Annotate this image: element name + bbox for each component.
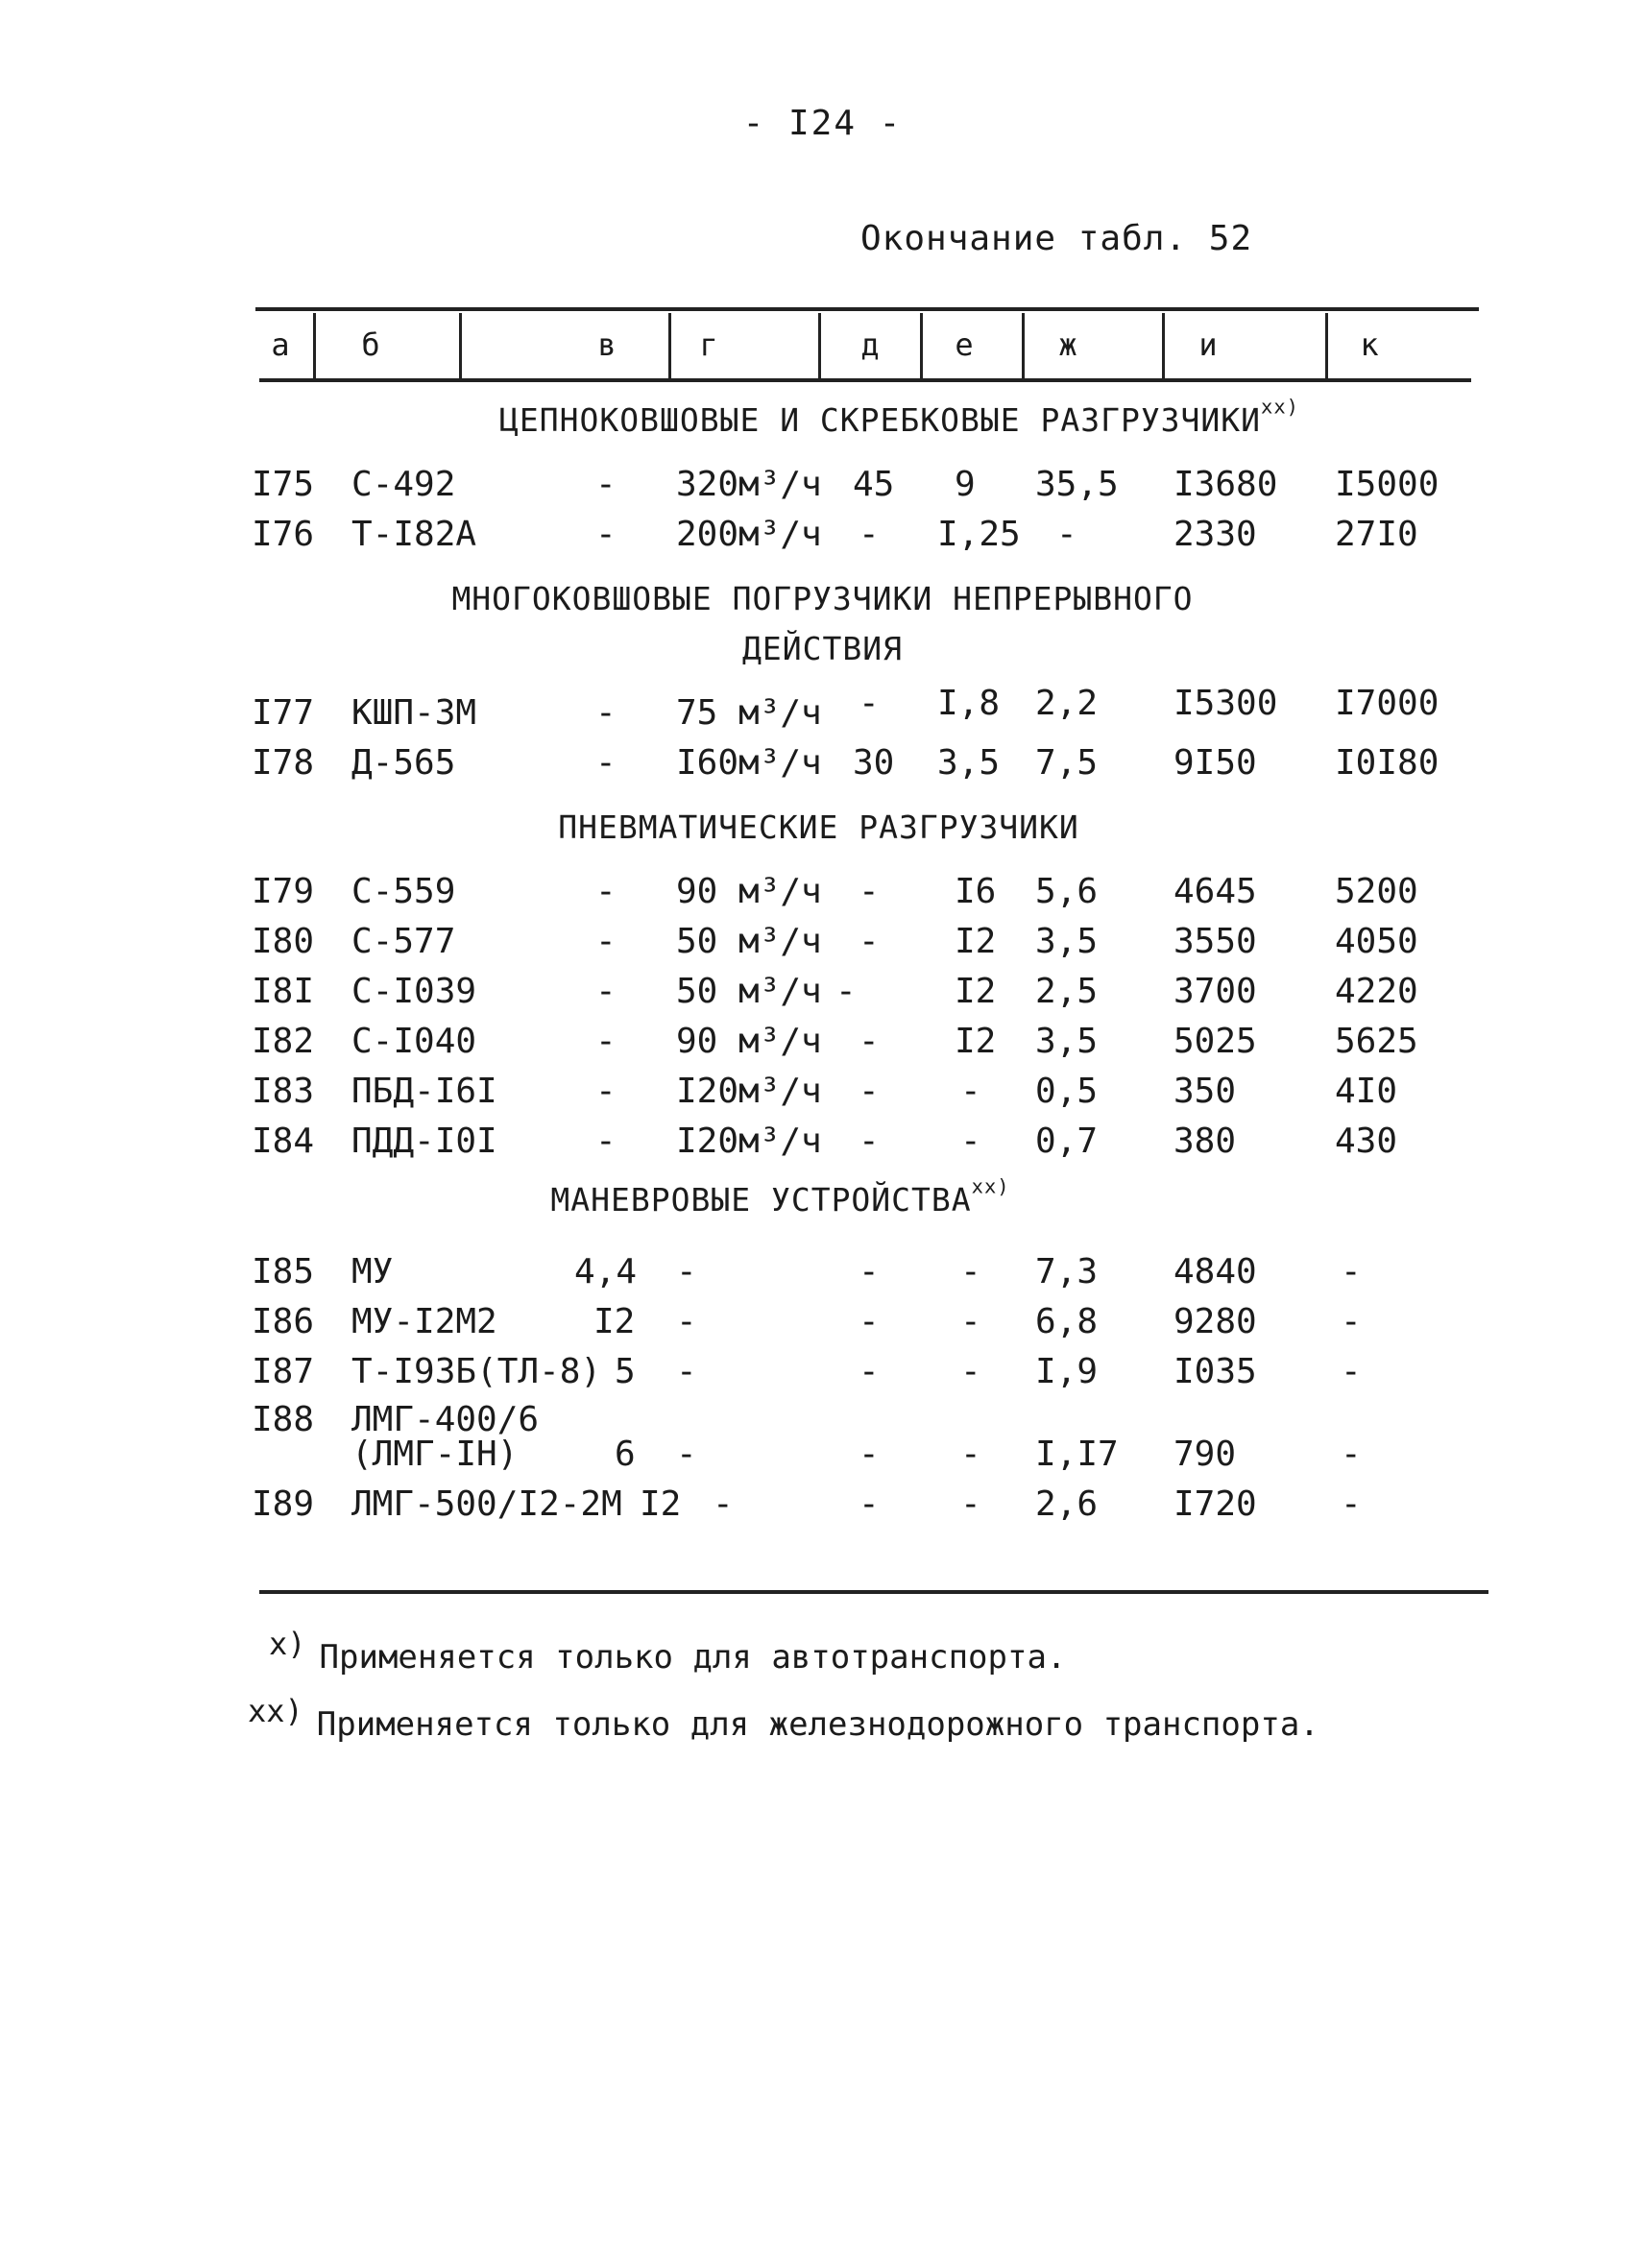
cell-i: 4840 — [1173, 1252, 1257, 1291]
cell-zh: I,9 — [1035, 1352, 1099, 1391]
cell-d: - — [859, 1072, 880, 1111]
footnote-mark: xx) — [1261, 395, 1299, 419]
machine-model: Т-I82А — [351, 515, 477, 554]
header-col-g: г — [699, 326, 718, 363]
machine-model: ЛМГ-500/I2-2М — [351, 1484, 622, 1524]
header-col-k: к — [1360, 326, 1379, 363]
cell-g: I60м³/ч — [676, 743, 822, 783]
row-number: I76 — [252, 515, 315, 554]
cell-d: - — [859, 1484, 880, 1524]
cell-zh: 7,5 — [1035, 743, 1099, 783]
cell-d: - — [859, 1435, 880, 1474]
footnote — [248, 1693, 1319, 1744]
machine-model: С-I040 — [351, 1022, 477, 1061]
row-number: I86 — [252, 1302, 315, 1341]
cell-k: - — [1341, 1484, 1362, 1524]
cell-v: - — [595, 465, 617, 504]
header-col-a: а — [271, 326, 290, 363]
header-col-e: е — [955, 326, 974, 363]
cell-i: 9I50 — [1173, 743, 1257, 783]
header-col-i: и — [1198, 326, 1218, 363]
section-title: ЦЕПНОКОВШОВЫЕ И СКРЕБКОВЫЕ РАЗГРУЗЧИКИ — [499, 401, 1262, 439]
table-bottom-rule — [259, 1590, 1488, 1594]
cell-zh: 2,2 — [1035, 684, 1099, 723]
cell-g: 50 м³/ч — [676, 922, 822, 961]
cell-d: - — [859, 684, 880, 723]
cell-d: - — [859, 1302, 880, 1341]
cell-g: - — [676, 1352, 697, 1391]
cell-v: - — [595, 972, 617, 1011]
row-number: I79 — [252, 872, 315, 911]
cell-g: - — [676, 1435, 697, 1474]
cell-k: - — [1341, 1302, 1362, 1341]
cell-i: 380 — [1173, 1122, 1237, 1161]
header-separator — [920, 313, 923, 378]
cell-k: - — [1341, 1352, 1362, 1391]
section-title: МНОГОКОВШОВЫЕ ПОГРУЗЧИКИ НЕПРЕРЫВНОГО — [451, 580, 1194, 617]
machine-model: С-492 — [351, 465, 456, 504]
row-number: I89 — [252, 1484, 315, 1524]
cell-k: - — [1341, 1435, 1362, 1474]
cell-v: I2 — [640, 1484, 682, 1524]
cell-d: - — [859, 1122, 880, 1161]
machine-model: С-559 — [351, 872, 456, 911]
header-separator — [1162, 313, 1165, 378]
cell-g: 90 м³/ч — [676, 1022, 822, 1061]
cell-k: 430 — [1335, 1122, 1398, 1161]
row-number: I80 — [252, 922, 315, 961]
cell-k: I5000 — [1335, 465, 1439, 504]
cell-zh: 2,5 — [1035, 972, 1099, 1011]
header-separator — [668, 313, 671, 378]
machine-model: МУ — [351, 1252, 394, 1291]
cell-g: 75 м³/ч — [676, 693, 822, 733]
cell-zh: 2,6 — [1035, 1484, 1099, 1524]
cell-e: - — [960, 1252, 981, 1291]
section-heading — [0, 580, 1645, 617]
header-col-zh: ж — [1058, 326, 1077, 363]
machine-model: ПБД-I6I — [351, 1072, 497, 1111]
cell-k: 4220 — [1335, 972, 1418, 1011]
footnote-marker: xx) — [248, 1693, 303, 1729]
row-number: I85 — [252, 1252, 315, 1291]
section-heading — [0, 1174, 1603, 1218]
cell-i: 3700 — [1173, 972, 1257, 1011]
cell-e: 9 — [955, 465, 976, 504]
cell-d: - — [835, 972, 857, 1011]
cell-i: I5300 — [1173, 684, 1278, 723]
cell-i: I720 — [1173, 1484, 1257, 1524]
cell-e: - — [960, 1122, 981, 1161]
page-number: - I24 - — [742, 104, 903, 143]
machine-model-alt: (ЛМГ-IН) — [351, 1435, 519, 1474]
cell-e: I2 — [955, 972, 997, 1011]
row-number: I84 — [252, 1122, 315, 1161]
cell-g: - — [676, 1302, 697, 1341]
cell-e: - — [960, 1352, 981, 1391]
cell-i: 2330 — [1173, 515, 1257, 554]
cell-v: - — [595, 1072, 617, 1111]
header-separator — [313, 313, 316, 378]
cell-i: I3680 — [1173, 465, 1278, 504]
cell-v: - — [595, 922, 617, 961]
cell-e: - — [960, 1484, 981, 1524]
cell-v: 5 — [615, 1352, 636, 1391]
cell-d: - — [859, 515, 880, 554]
cell-zh: 3,5 — [1035, 1022, 1099, 1061]
cell-v: - — [595, 693, 617, 733]
header-col-b: б — [361, 326, 380, 363]
cell-zh: 3,5 — [1035, 922, 1099, 961]
cell-k: 5200 — [1335, 872, 1418, 911]
header-separator — [818, 313, 821, 378]
cell-e: I2 — [955, 1022, 997, 1061]
row-number: I77 — [252, 693, 315, 733]
cell-g: I20м³/ч — [676, 1072, 822, 1111]
cell-e: - — [960, 1302, 981, 1341]
cell-d: - — [859, 922, 880, 961]
footnote-mark: xx) — [971, 1174, 1010, 1198]
machine-model: ЛМГ-400/6 — [351, 1400, 540, 1439]
machine-model: С-577 — [351, 922, 456, 961]
section-heading-continued — [0, 630, 1645, 667]
cell-zh: 5,6 — [1035, 872, 1099, 911]
cell-zh: - — [1056, 515, 1077, 554]
cell-v: 4,4 — [574, 1252, 638, 1291]
cell-k: 4050 — [1335, 922, 1418, 961]
cell-g: 320м³/ч — [676, 465, 822, 504]
cell-k: 4I0 — [1335, 1072, 1398, 1111]
cell-zh: 0,7 — [1035, 1122, 1099, 1161]
row-number: I87 — [252, 1352, 315, 1391]
machine-model: ПДД-I0I — [351, 1122, 497, 1161]
section-heading — [0, 808, 1641, 846]
cell-d: - — [859, 1252, 880, 1291]
cell-d: 45 — [853, 465, 895, 504]
section-title: МАНЕВРОВЫЕ УСТРОЙСТВА — [550, 1181, 972, 1218]
footnote-marker: x) — [269, 1626, 306, 1662]
cell-d: - — [859, 872, 880, 911]
machine-model: Т-I93Б(ТЛ-8) — [351, 1352, 602, 1391]
cell-g: I20м³/ч — [676, 1122, 822, 1161]
row-number: I8I — [252, 972, 315, 1011]
row-number: I78 — [252, 743, 315, 783]
footnote-text: Применяется только для железнодорожного транспорта. — [316, 1705, 1319, 1744]
cell-zh: I,I7 — [1035, 1435, 1119, 1474]
cell-e: I,25 — [937, 515, 1021, 554]
cell-zh: 0,5 — [1035, 1072, 1099, 1111]
machine-model: КШП-3М — [351, 693, 477, 733]
cell-i: 3550 — [1173, 922, 1257, 961]
cell-zh: 6,8 — [1035, 1302, 1099, 1341]
cell-g: - — [713, 1484, 734, 1524]
section-heading — [77, 395, 1645, 439]
machine-model: МУ-I2М2 — [351, 1302, 497, 1341]
cell-g: 200м³/ч — [676, 515, 822, 554]
cell-i: 5025 — [1173, 1022, 1257, 1061]
cell-v: - — [595, 515, 617, 554]
cell-v: - — [595, 743, 617, 783]
cell-k: I0I80 — [1335, 743, 1439, 783]
header-separator — [1325, 313, 1328, 378]
cell-v: 6 — [615, 1435, 636, 1474]
cell-d: - — [859, 1352, 880, 1391]
cell-i: 4645 — [1173, 872, 1257, 911]
machine-model: С-I039 — [351, 972, 477, 1011]
cell-g: - — [676, 1252, 697, 1291]
cell-v: I2 — [593, 1302, 636, 1341]
section-title: ДЕЙСТВИЯ — [742, 630, 903, 667]
cell-i: 790 — [1173, 1435, 1237, 1474]
cell-g: 90 м³/ч — [676, 872, 822, 911]
cell-zh: 35,5 — [1035, 465, 1119, 504]
cell-e: - — [960, 1072, 981, 1111]
header-col-v: в — [597, 326, 617, 363]
row-number: I88 — [252, 1400, 315, 1439]
cell-i: 350 — [1173, 1072, 1237, 1111]
cell-e: I6 — [955, 872, 997, 911]
cell-k: I7000 — [1335, 684, 1439, 723]
cell-k: 27I0 — [1335, 515, 1418, 554]
header-col-d: д — [860, 326, 880, 363]
machine-model: Д-565 — [351, 743, 456, 783]
row-number: I82 — [252, 1022, 315, 1061]
cell-g: 50 м³/ч — [676, 972, 822, 1011]
cell-v: - — [595, 1022, 617, 1061]
cell-d: - — [859, 1022, 880, 1061]
cell-k: 5625 — [1335, 1022, 1418, 1061]
cell-e: I2 — [955, 922, 997, 961]
cell-i: 9280 — [1173, 1302, 1257, 1341]
cell-k: - — [1341, 1252, 1362, 1291]
footnote-text: Применяется только для автотранспорта. — [319, 1638, 1067, 1677]
cell-e: I,8 — [937, 684, 1001, 723]
cell-e: - — [960, 1435, 981, 1474]
cell-v: - — [595, 1122, 617, 1161]
footnote — [269, 1626, 1067, 1677]
table-caption: Окончание табл. 52 — [860, 219, 1253, 258]
header-separator — [1022, 313, 1025, 378]
cell-e: 3,5 — [937, 743, 1001, 783]
row-number: I83 — [252, 1072, 315, 1111]
section-title: ПНЕВМАТИЧЕСКИЕ РАЗГРУЗЧИКИ — [558, 808, 1079, 846]
cell-i: I035 — [1173, 1352, 1257, 1391]
cell-d: 30 — [853, 743, 895, 783]
cell-v: - — [595, 872, 617, 911]
row-number: I75 — [252, 465, 315, 504]
header-separator — [459, 313, 462, 378]
cell-zh: 7,3 — [1035, 1252, 1099, 1291]
